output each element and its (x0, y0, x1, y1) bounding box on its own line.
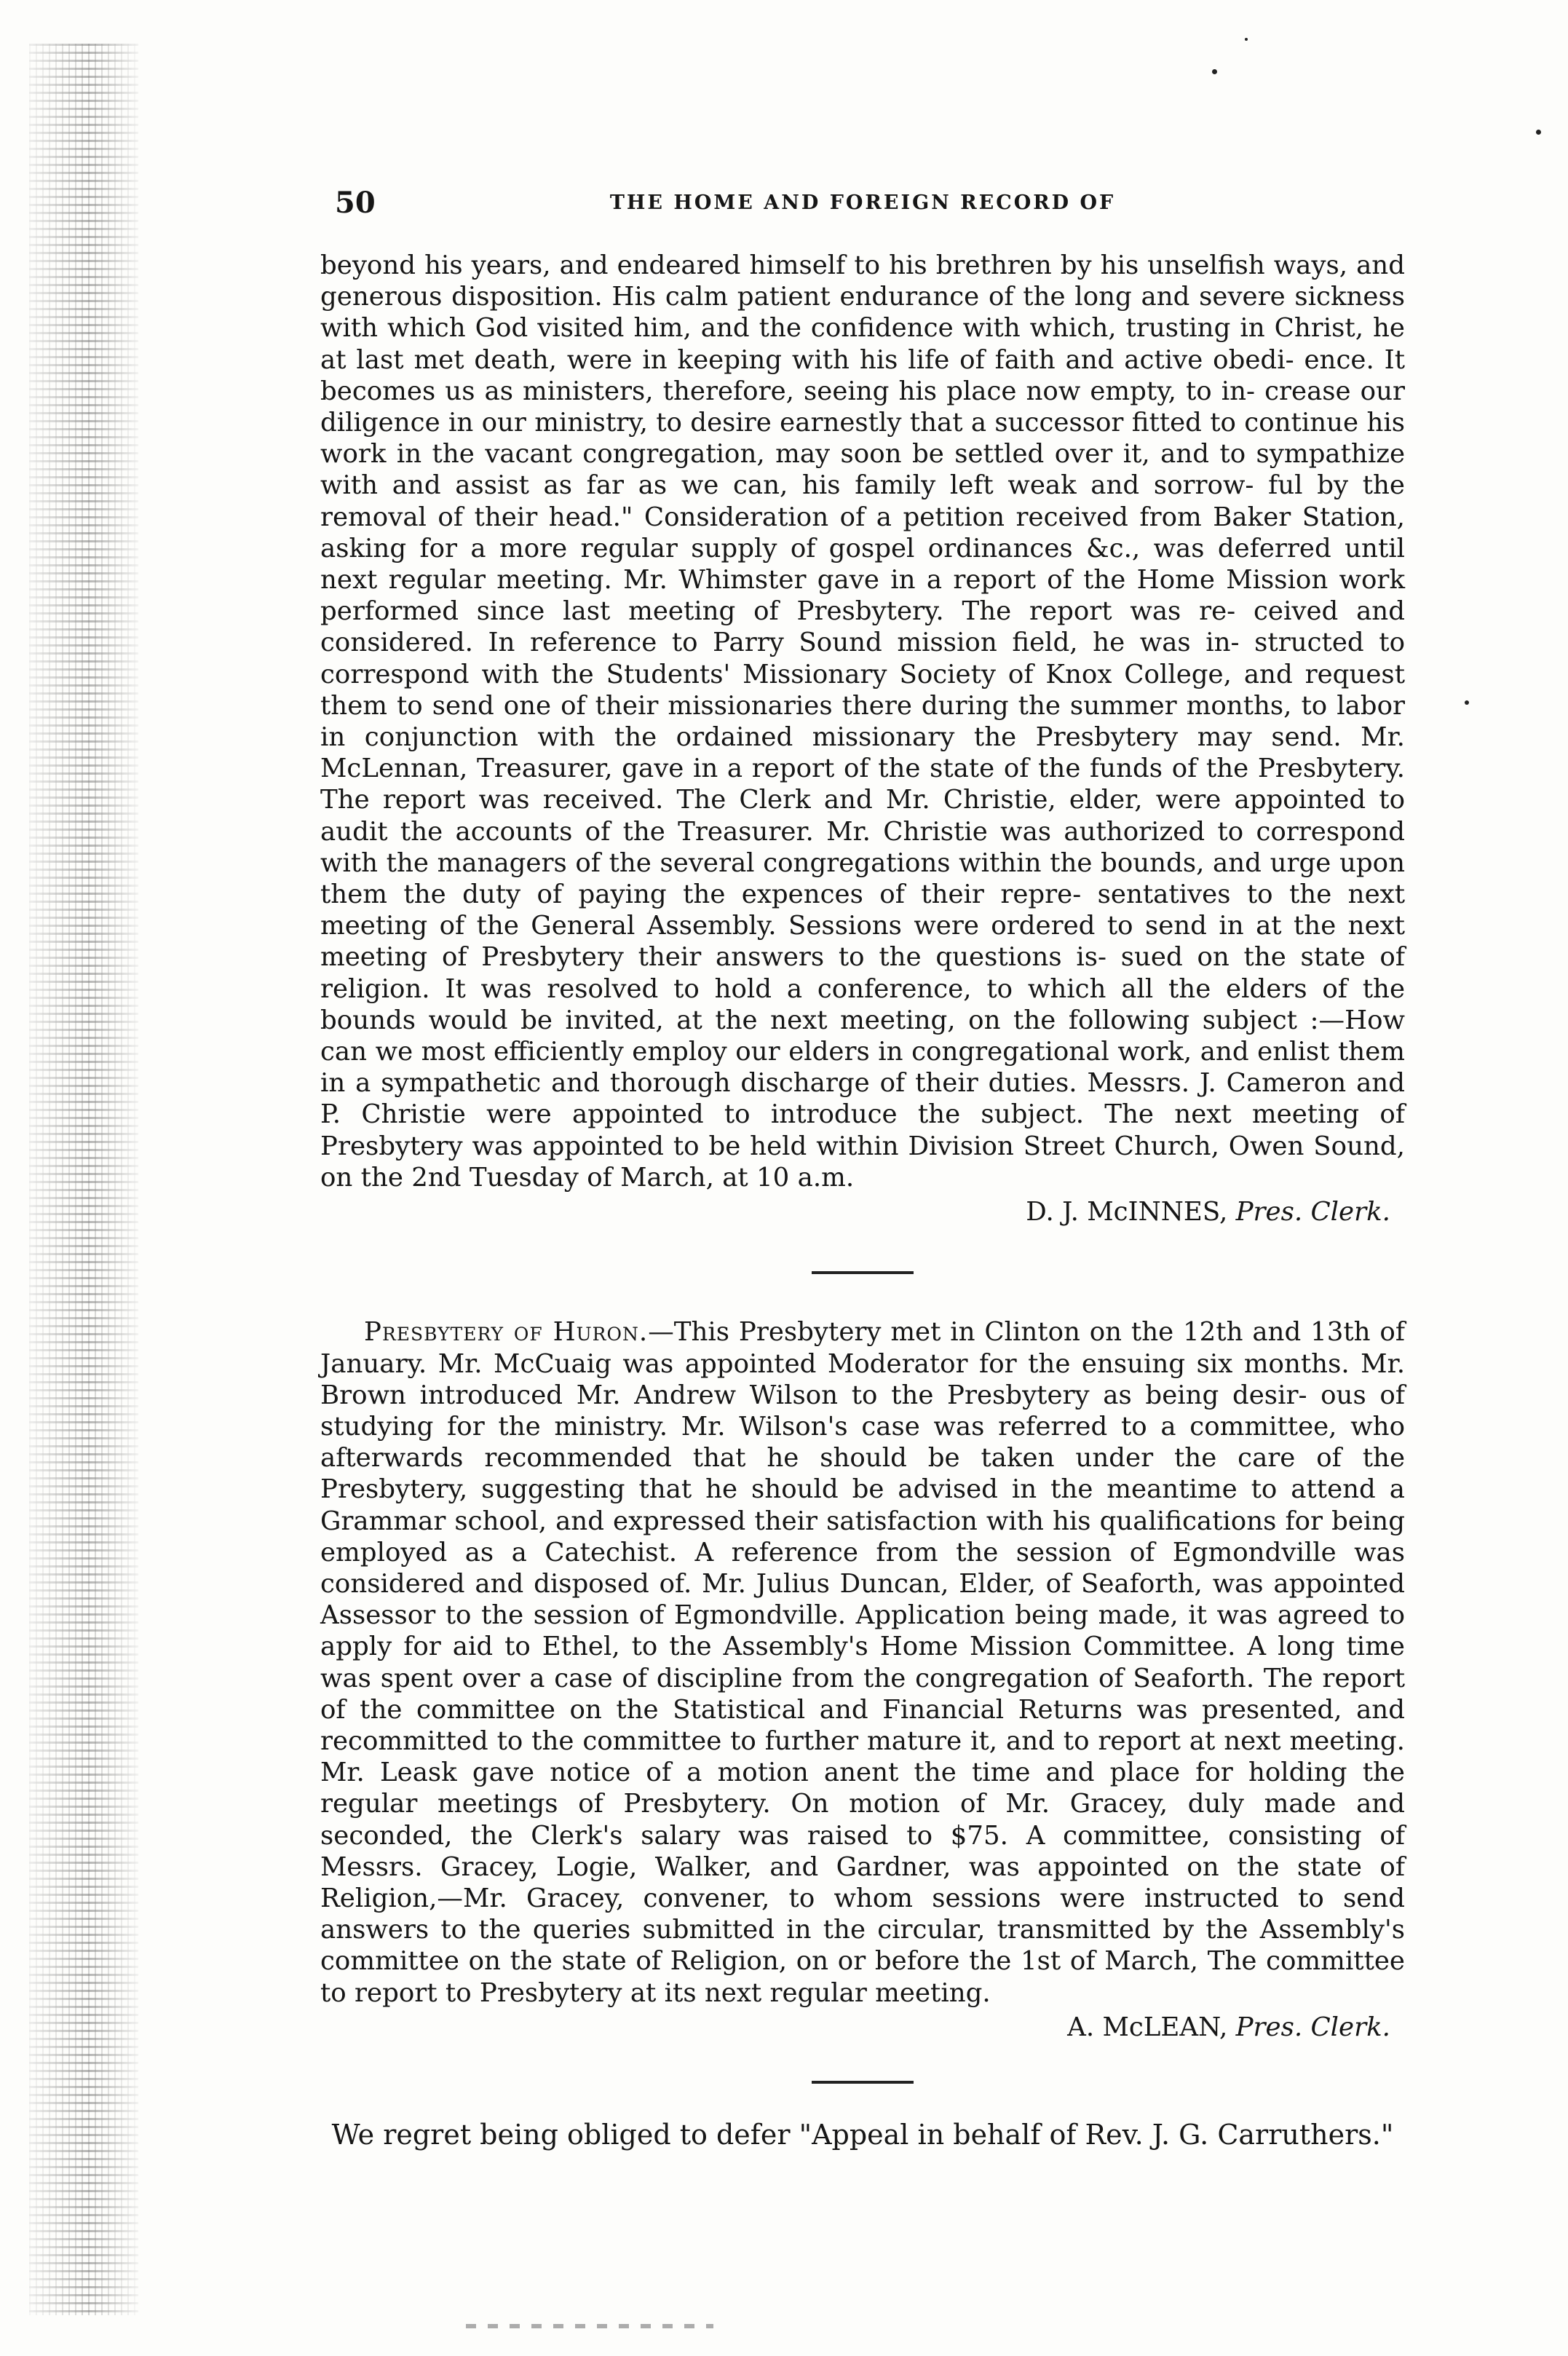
page-content (320, 186, 1405, 2151)
text-line: of the Presbytery. The report was received. The Clerk and Mr. Christie, (320, 754, 1405, 815)
text-line: elder, were appointed to audit the accounts of the Treasurer. Mr. Christie was (320, 785, 1405, 847)
text-line: to send answers to the queries submitted in the circular, transmitted by the (320, 1883, 1405, 1945)
text-line: sued on the state of religion. It was resolved to hold a conference, to which all (320, 942, 1406, 1004)
text-line: authorized to correspond with the managers of the several congregations within (320, 816, 1406, 878)
text-line: months, to labor in conjunction with the ordained missionary the Presbytery (320, 690, 1405, 753)
text-line: A long time was spent over a case of discipline from the congregation of (320, 1632, 1405, 1693)
text-line: ence. It becomes us as ministers, therefore, seeing his place now empty, to in- (320, 344, 1406, 406)
text-line: who afterwards recommended that he should be taken under the care of the (320, 1411, 1405, 1474)
text-line: ceived and considered. In reference to Parry Sound mission field, he was in- (320, 596, 1405, 658)
paragraph-presbytery-owen-sound (320, 250, 1405, 1193)
text-line: and enlist them in a sympathetic and thorough discharge of their duties. Messrs. (320, 1037, 1405, 1099)
text-line: the bounds, and urge upon them the duty of paying the expences of their repre- (320, 847, 1405, 910)
text-line: months. Mr. Brown introduced Mr. Andrew Wilson to the Presbytery as being desir- (320, 1348, 1405, 1410)
text-line: consisting of Messrs. Gracey, Logie, Walker, and Gardner, was appointed on (320, 1820, 1405, 1882)
dust-speck (1212, 69, 1217, 74)
running-header (320, 186, 1405, 229)
text-line: sickness with which God visited him, and the confidence with which, trusting in (320, 282, 1405, 344)
text-line: Presbytery, suggesting that he should be advised in the meantime to attend a (320, 1474, 1405, 1505)
signature-mcinnes (320, 1196, 1405, 1228)
text-line: ous of studying for the ministry. Mr. Wilson's case was referred to a committee, (320, 1380, 1405, 1442)
editor-notice: We regret being obliged to defer "Appeal in behalf of Rev. J. G. Carruthers." (331, 2118, 1394, 2151)
running-title: THE HOME AND FOREIGN RECORD OF (609, 191, 1116, 214)
dust-speck (1536, 130, 1541, 135)
text-line: and request them to send one of their missionaries there during the summer (320, 659, 1405, 721)
text-line: the state of Religion,—Mr. Gracey, convener, to whom sessions were instructed (320, 1851, 1405, 1913)
text-line: appointed Assessor to the session of Egmondville. Application being made, it was (320, 1568, 1405, 1631)
text-line: The committee to report to Presbytery at its next regular meeting. (320, 1946, 1405, 2008)
text-line: meeting of Presbytery was appointed to be held within Division Street Church, (320, 1099, 1406, 1161)
section-divider (812, 2081, 914, 2084)
text-line: Christ, he at last met death, were in keeping with his life of faith and active obedi- (320, 313, 1405, 375)
text-line: Assembly's committee on the state of Religion, on or before the 1st of March, (320, 1915, 1405, 1977)
text-line: report at next meeting. Mr. Leask gave notice of a motion anent the time and (320, 1726, 1405, 1788)
page-number: 50 (335, 186, 376, 220)
text-line: J. Cameron and P. Christie were appointed to introduce the subject. The next (320, 1068, 1405, 1130)
dust-speck (1465, 700, 1469, 705)
text-line: was presented, and recommitted to the committee to further mature it, and to (320, 1694, 1405, 1756)
binding-edge-shadow (29, 44, 138, 2315)
text-line: beyond his years, and endeared himself to his brethren by his unselfish ways, (320, 250, 1357, 280)
text-line: the elders of the bounds would be invited, at the next meeting, on the following (320, 973, 1406, 1035)
text-line: Grammar school, and expressed their satisfaction with his qualifications for (320, 1506, 1332, 1536)
text-line: being employed as a Catechist. A reference from the session of Egmondville (320, 1506, 1405, 1568)
text-line: Owen Sound, on the 2nd Tuesday of March, at 10 a.m. (320, 1131, 1405, 1193)
text-line: structed to correspond with the Students' Missionary Society of Knox College, (320, 628, 1405, 689)
text-line: to sympathize with and assist as far as we can, his family left weak and sorrow- (320, 439, 1405, 501)
text-line: was considered and disposed of. Mr. Julius Duncan, Elder, of Seaforth, was (320, 1537, 1405, 1599)
section-divider (812, 1271, 914, 1274)
text-line: duly made and seconded, the Clerk's salary was raised to $75. A committee, (320, 1789, 1405, 1851)
text-line: place for holding the regular meetings of Presbytery. On motion of Mr. Gracey, (320, 1758, 1405, 1819)
text-line: sentatives to the next meeting of the General Assembly. Sessions were ordered (320, 879, 1406, 941)
text-line: ful by the removal of their head." Consideration of a petition received from (320, 470, 1405, 532)
text-line: continue his work in the vacant congregation, may soon be settled over it, and (320, 408, 1406, 470)
text-line: and generous disposition. His calm patient endurance of the long and severe (320, 250, 1405, 312)
text-line: Baker Station, asking for a more regular supply of gospel ordinances &c., was (320, 502, 1405, 564)
text-line: crease our diligence in our ministry, to desire earnestly that a successor fitted to (320, 376, 1406, 438)
text-line: Mission work performed since last meeting of Presbytery. The report was re- (320, 565, 1405, 627)
dust-speck (1245, 38, 1248, 41)
signature-name: A. McLEAN, (1067, 2012, 1228, 2042)
paragraph-presbytery-huron (320, 1316, 1405, 2008)
signature-name: D. J. McINNES, (1026, 1197, 1228, 1228)
text-line: deferred until next regular meeting. Mr. Whimster gave in a report of the Home (320, 533, 1405, 596)
signature-title: Pres. Clerk. (1235, 2012, 1390, 2042)
signature-title: Pres. Clerk. (1235, 1197, 1390, 1228)
text-line: —This Presbytery met in Clinton on the 12th and (648, 1317, 1311, 1348)
text-line: agreed to apply for aid to Ethel, to the Assembly's Home Mission Committee. (320, 1600, 1405, 1662)
paragraph-body (320, 1317, 1405, 2007)
text-line: to send in at the next meeting of Presbytery their answers to the questions is- (320, 911, 1406, 973)
text-line: Seaforth. The report of the committee on the Statistical and Financial Returns (320, 1663, 1405, 1725)
text-line: may send. Mr. McLennan, Treasurer, gave in a report of the state of the funds (320, 722, 1405, 784)
text-line: subject :—How can we most efficiently employ our elders in congregational work, (320, 1005, 1406, 1067)
signature-mclean (320, 2012, 1405, 2043)
text-line: 13th of January. Mr. McCuaig was appointed Moderator for the ensuing six (320, 1317, 1406, 1379)
section-heading: Presbytery of Huron. (364, 1317, 649, 1348)
footer-print-marks (466, 2324, 713, 2328)
